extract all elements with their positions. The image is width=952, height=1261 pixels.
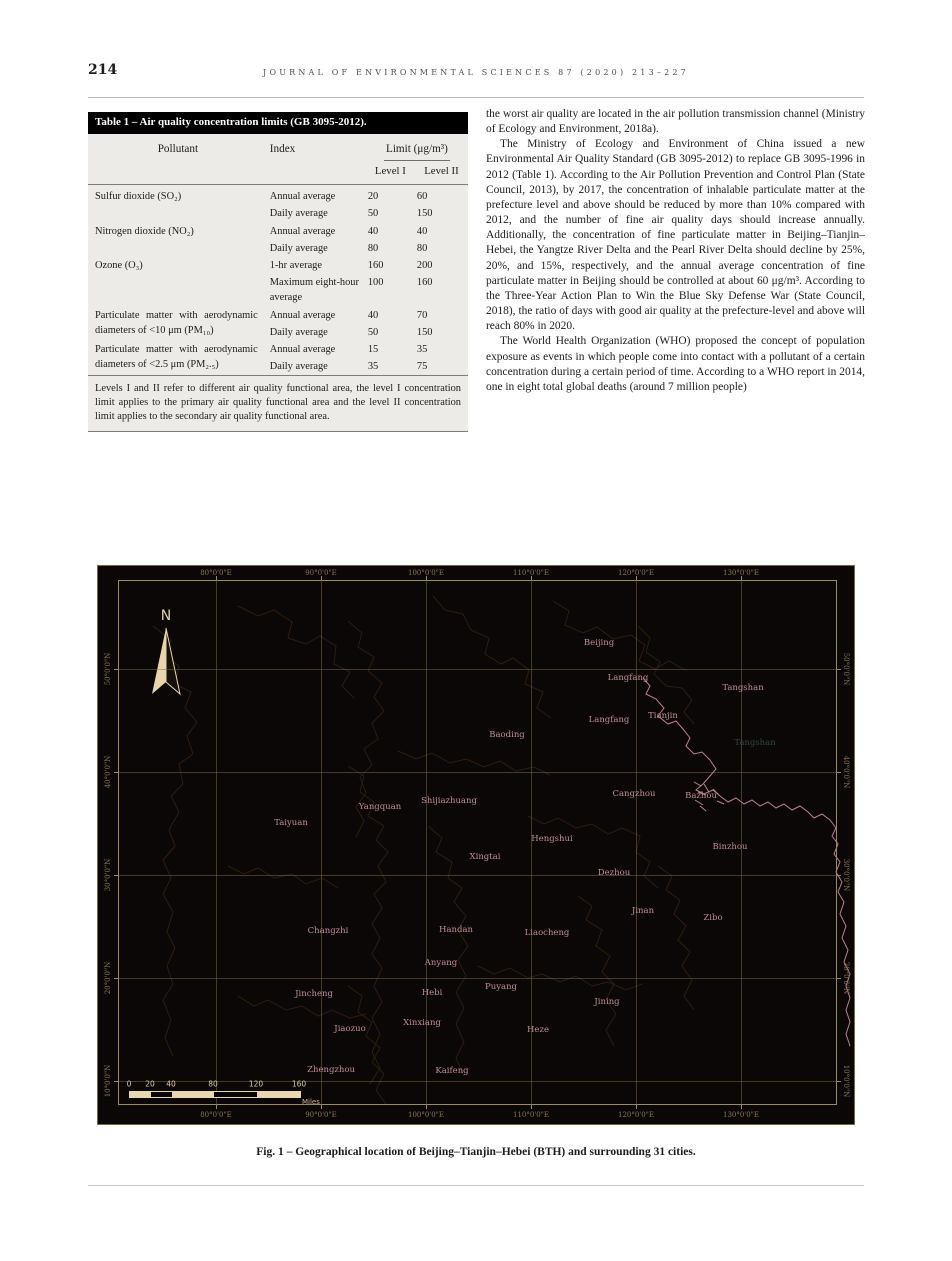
lon-label: 80°0'0"E bbox=[200, 1111, 232, 1119]
city-label: Langfang bbox=[588, 715, 630, 725]
lon-label: 120°0'0"E bbox=[617, 1111, 655, 1119]
table-1 bbox=[88, 112, 468, 432]
lat-label: 40°0'0"N bbox=[842, 755, 850, 789]
level1-value: 160 bbox=[367, 260, 384, 272]
city-label: Baoding bbox=[489, 730, 525, 740]
tick-right bbox=[837, 875, 841, 876]
grid-line-vertical bbox=[636, 580, 637, 1105]
grid-line-horizontal bbox=[118, 1081, 837, 1082]
lat-label: 10°0'0"N bbox=[104, 1064, 112, 1098]
paragraph: the worst air quality are located in the air pollution transmission channel (Ministry of Ecology and Environment, 2018a). bbox=[486, 108, 865, 136]
footer-rule bbox=[88, 1185, 864, 1186]
level1-value: 40 bbox=[367, 225, 379, 237]
pollutant-cell: Particulate matter with aerodynamic diameters of <10 μm (PM₁₀) bbox=[95, 309, 258, 336]
paragraph: The Ministry of Ecology and Environment of China issued a new Environmental Air Quality Standard (GB 3095-2012) to replace GB 3095-1996 in 2012 (Table 1). According to the Air Pollution Prevention and Control Plan (State Council, 2013), by 2017, the concentration of inhalable particulate matter at the prefecture level and above should be reduced by more than 10% compared with 2012, and the number of fine air quality days should increase annually. Additionally, the concentration of fine particulate matter in Beijing–Tianjin–Hebei, the Yangtze River Delta and the Pearl River Delta should decline by 25%, 20%, and 15%, respectively, and the annual average concentration of fine particulate matter in Beijing should be controlled at about 60 μg/m³. According to the Three-Year Action Plan to Win the Blue Sky Defense War (State Council, 2018), the ratio of days with good air quality at the prefecture-level and above will reach 80% in 2020. bbox=[486, 138, 865, 333]
level2-value: 150 bbox=[416, 326, 433, 338]
tick-right bbox=[837, 772, 841, 773]
grid-line-horizontal bbox=[118, 875, 837, 876]
city-label: Bazhou bbox=[685, 791, 717, 801]
tick-left bbox=[114, 1081, 118, 1082]
lon-label: 130°0'0"E bbox=[722, 569, 760, 577]
lon-label: 100°0'0"E bbox=[407, 1111, 445, 1119]
lon-label: 110°0'0"E bbox=[512, 569, 550, 577]
level1-value: 15 bbox=[367, 344, 379, 356]
index-cell: 1-hr average bbox=[269, 260, 322, 272]
col-header-level2: Level II bbox=[424, 165, 459, 178]
lat-label: 30°0'0"N bbox=[842, 858, 850, 892]
index-cell: Daily average bbox=[269, 208, 328, 220]
level2-value: 80 bbox=[416, 242, 428, 254]
lon-label: 120°0'0"E bbox=[617, 569, 655, 577]
scale-bar bbox=[129, 1091, 301, 1098]
tick-bottom bbox=[216, 1105, 217, 1109]
city-label: Beijing bbox=[583, 638, 615, 648]
pollutant-cell: Ozone (O₃) bbox=[95, 260, 143, 272]
city-label: Taiyuan bbox=[274, 818, 308, 828]
tick-bottom bbox=[741, 1105, 742, 1109]
city-label: Xingtai bbox=[469, 852, 501, 862]
level2-value: 60 bbox=[416, 191, 428, 203]
index-cell: Annual average bbox=[269, 191, 336, 203]
lon-label: 100°0'0"E bbox=[407, 569, 445, 577]
city-label: Changzhi bbox=[307, 926, 349, 936]
city-label: Hebi bbox=[421, 988, 443, 998]
scale-tick-label: 160 bbox=[291, 1079, 307, 1089]
grid-line-horizontal bbox=[118, 772, 837, 773]
tick-left bbox=[114, 669, 118, 670]
city-label: Jiaozuo bbox=[334, 1024, 366, 1034]
level2-value: 40 bbox=[416, 225, 428, 237]
page-number: 214 bbox=[88, 62, 118, 78]
city-label: Tangshan bbox=[722, 683, 764, 693]
tick-bottom bbox=[636, 1105, 637, 1109]
lon-label: 80°0'0"E bbox=[200, 569, 232, 577]
level1-value: 100 bbox=[367, 277, 384, 289]
table-row bbox=[88, 307, 468, 324]
scale-tick-label: 40 bbox=[166, 1079, 176, 1089]
lat-label: 20°0'0"N bbox=[104, 961, 112, 995]
city-label: Jinan bbox=[631, 906, 655, 916]
city-label: Yangquan bbox=[358, 802, 402, 812]
table-row bbox=[88, 341, 468, 358]
index-cell: Daily average bbox=[269, 242, 328, 254]
scale-tick-label: 80 bbox=[208, 1079, 218, 1089]
lon-label: 110°0'0"E bbox=[512, 1111, 550, 1119]
table-row bbox=[88, 257, 468, 274]
index-cell: Annual average bbox=[269, 344, 336, 356]
pollutant-cell: Nitrogen dioxide (NO₂) bbox=[95, 225, 194, 237]
lat-label: 10°0'0"N bbox=[842, 1064, 850, 1098]
level2-value: 70 bbox=[416, 309, 428, 321]
lat-label: 30°0'0"N bbox=[104, 858, 112, 892]
grid-line-horizontal bbox=[118, 978, 837, 979]
lon-label: 90°0'0"E bbox=[305, 569, 337, 577]
limits-table bbox=[88, 134, 468, 375]
city-label: Xinxiang bbox=[403, 1018, 441, 1028]
scale-unit-label: Miles bbox=[302, 1098, 320, 1106]
city-label: Liaocheng bbox=[524, 928, 570, 938]
index-cell: Daily average bbox=[269, 326, 328, 338]
level1-value: 40 bbox=[367, 309, 379, 321]
level1-value: 50 bbox=[367, 326, 379, 338]
grid-line-vertical bbox=[216, 580, 217, 1105]
tick-right bbox=[837, 978, 841, 979]
table-body bbox=[88, 185, 468, 375]
grid-line-vertical bbox=[321, 580, 322, 1105]
city-label: Cangzhou bbox=[612, 789, 656, 799]
lat-label: 40°0'0"N bbox=[104, 755, 112, 789]
level2-value: 35 bbox=[416, 344, 428, 356]
pollutant-cell: Sulfur dioxide (SO₂) bbox=[95, 191, 182, 203]
grid-line-horizontal bbox=[118, 669, 837, 670]
city-label: Binzhou bbox=[712, 842, 748, 852]
city-label: Handan bbox=[439, 925, 473, 935]
index-cell: Annual average bbox=[269, 309, 336, 321]
city-label: Jincheng bbox=[295, 989, 333, 999]
level1-value: 20 bbox=[367, 191, 379, 203]
figure1-caption: Fig. 1 – Geographical location of Beijing–Tianjin–Hebei (BTH) and surrounding 31 cities. bbox=[256, 1146, 696, 1158]
lat-label: 50°0'0"N bbox=[842, 652, 850, 686]
city-label: Kaifeng bbox=[435, 1066, 469, 1076]
tick-bottom bbox=[531, 1105, 532, 1109]
journal-header: JOURNAL OF ENVIRONMENTAL SCIENCES 87 (2020) 213–227 bbox=[263, 68, 689, 77]
tick-bottom bbox=[426, 1105, 427, 1109]
tick-right bbox=[837, 669, 841, 670]
col-header-index: Index bbox=[269, 143, 296, 155]
city-label: Heze bbox=[527, 1025, 549, 1035]
lon-label: 90°0'0"E bbox=[305, 1111, 337, 1119]
city-label: Jining bbox=[594, 997, 620, 1007]
city-label: Anyang bbox=[424, 958, 458, 968]
city-label: Zibo bbox=[703, 913, 723, 923]
scale-tick-label: 0 bbox=[126, 1079, 132, 1089]
north-label: N bbox=[160, 608, 172, 624]
index-cell: Maximum eight-hour average bbox=[269, 277, 359, 304]
pollutant-cell: Particulate matter with aerodynamic diameters of <2.5 μm (PM₂.₅) bbox=[95, 344, 258, 371]
lat-label: 50°0'0"N bbox=[104, 652, 112, 686]
tick-left bbox=[114, 875, 118, 876]
table-row bbox=[88, 223, 468, 240]
level2-value: 160 bbox=[416, 277, 433, 289]
level1-value: 50 bbox=[367, 208, 379, 220]
city-label: Puyang bbox=[485, 982, 517, 992]
city-label: Zhengzhou bbox=[307, 1065, 355, 1075]
col-header-level1: Level I bbox=[374, 165, 406, 178]
lat-label: 20°0'0"N bbox=[842, 961, 850, 995]
tick-left bbox=[114, 772, 118, 773]
article-text-column bbox=[486, 107, 865, 395]
tick-left bbox=[114, 978, 118, 979]
city-label: Dezhou bbox=[597, 868, 631, 878]
level2-value: 150 bbox=[416, 208, 433, 220]
city-label: Tangshan bbox=[734, 738, 776, 748]
city-label: Hengshui bbox=[531, 834, 573, 844]
city-label: Shijiazhuang bbox=[421, 796, 477, 806]
scale-tick-label: 20 bbox=[145, 1079, 155, 1089]
level1-value: 80 bbox=[367, 242, 379, 254]
city-label: Langfang bbox=[607, 673, 649, 683]
table-footnote: Levels I and II refer to different air quality functional area, the level I concentration limit applies to the primary air quality functional area and the level II concentration limit applies to the secondary air quality functional area. bbox=[88, 375, 468, 432]
paragraph: The World Health Organization (WHO) proposed the concept of population exposure as events in which people come into contact with a pollutant of a certain concentration during a certain period of time. According to a WHO report in 2014, one in eight total global deaths (around 7 million people) bbox=[486, 335, 865, 393]
tick-bottom bbox=[321, 1105, 322, 1109]
header-rule bbox=[88, 97, 864, 98]
figure1-map bbox=[97, 565, 855, 1125]
col-header-limit: Limit (μg/m³) bbox=[366, 134, 468, 162]
level2-value: 75 bbox=[416, 361, 428, 373]
table-title: Table 1 – Air quality concentration limits (GB 3095-2012). bbox=[88, 112, 468, 134]
table-row bbox=[88, 185, 468, 205]
scale-tick-label: 120 bbox=[248, 1079, 264, 1089]
tick-right bbox=[837, 1081, 841, 1082]
level2-value: 200 bbox=[416, 260, 433, 272]
index-cell: Daily average bbox=[269, 361, 328, 373]
col-header-pollutant: Pollutant bbox=[157, 143, 199, 155]
city-label: Tianjin bbox=[648, 711, 678, 721]
lon-label: 130°0'0"E bbox=[722, 1111, 760, 1119]
level1-value: 35 bbox=[367, 361, 379, 373]
index-cell: Annual average bbox=[269, 225, 336, 237]
